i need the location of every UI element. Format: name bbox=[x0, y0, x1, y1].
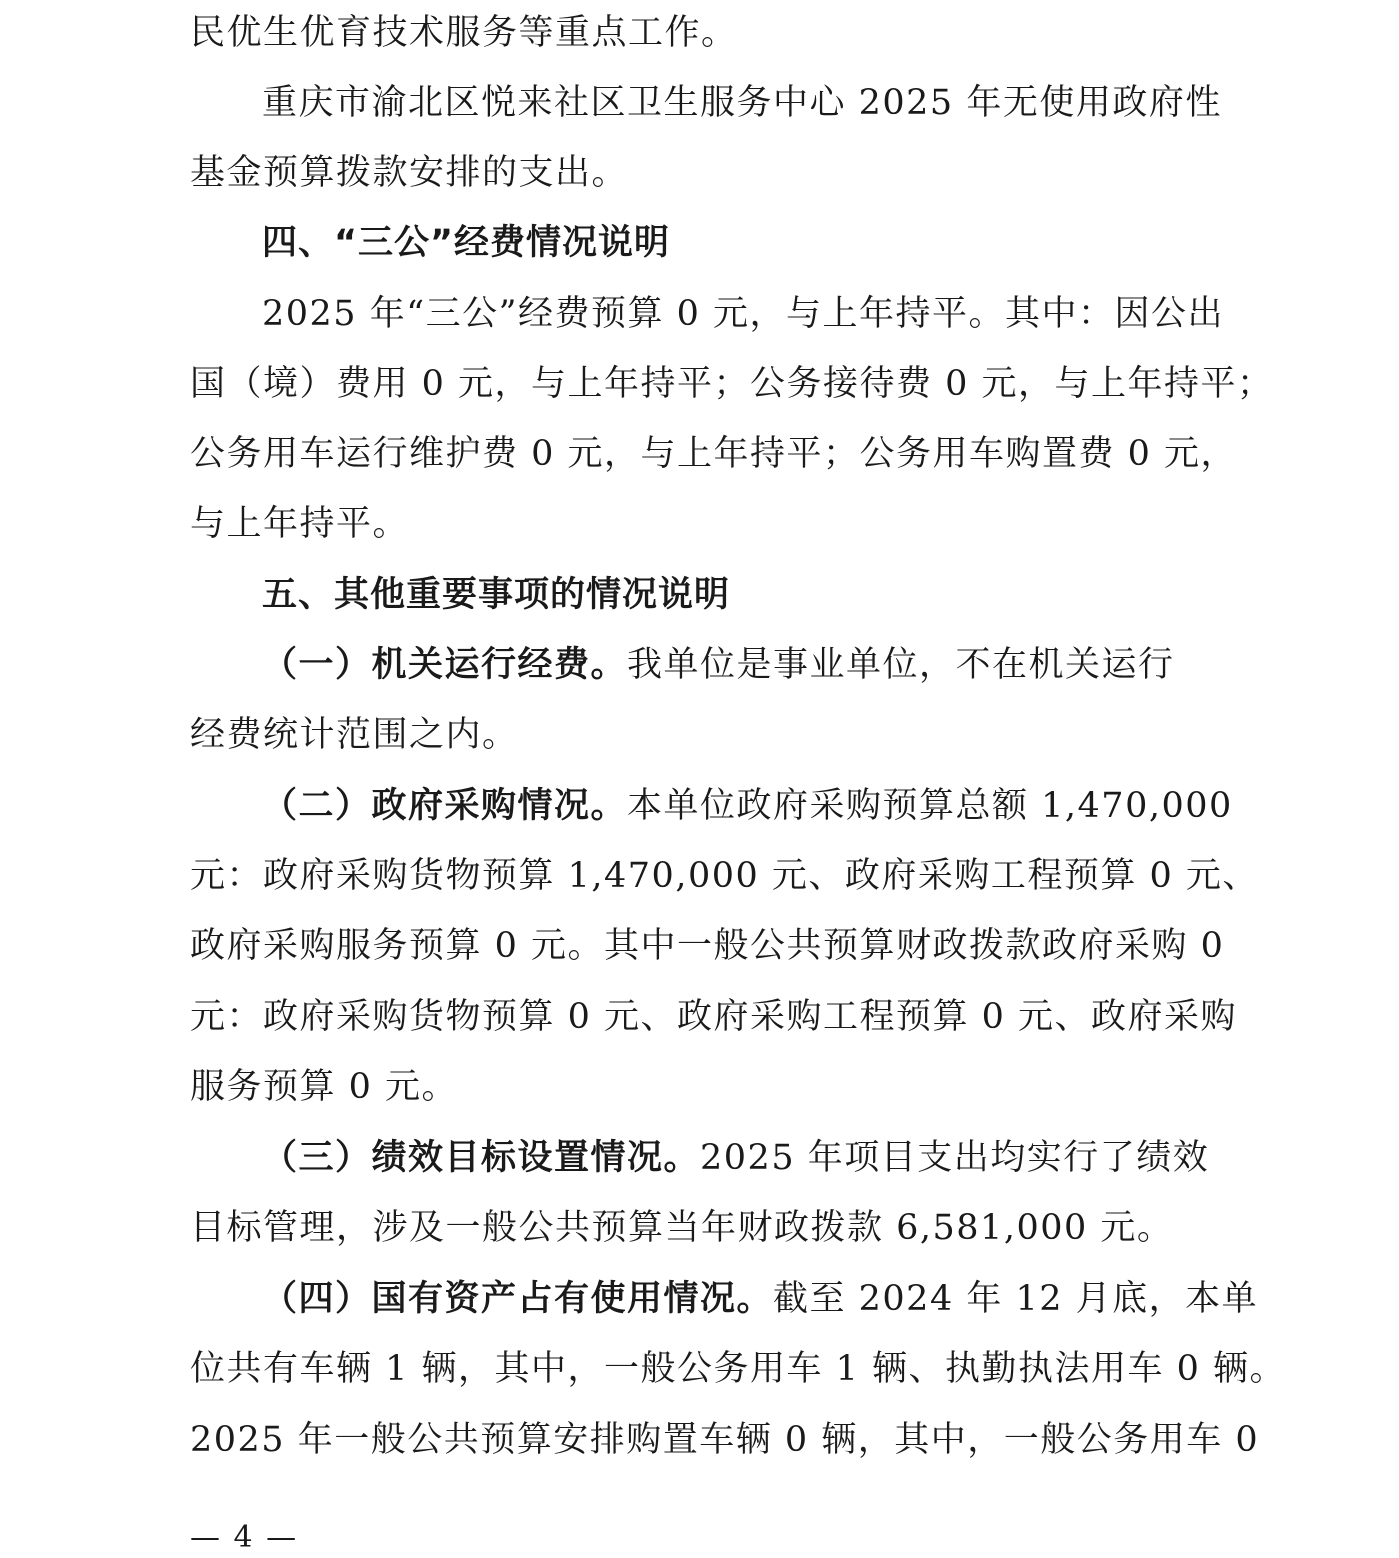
body-text: 本单位政府采购预算总额 1,470,000 bbox=[627, 786, 1233, 826]
body-line: 基金预算拨款安排的支出。 bbox=[190, 153, 629, 193]
paragraph-first-line bbox=[262, 781, 1233, 831]
subheading-state-assets: （四）国有资产占有使用情况。 bbox=[262, 1279, 774, 1319]
body-line: 服务预算 0 元。 bbox=[190, 1067, 459, 1107]
body-line: 经费统计范围之内。 bbox=[190, 715, 519, 755]
body-line: 元：政府采购货物预算 1,470,000 元、政府采购工程预算 0 元、 bbox=[190, 856, 1259, 896]
body-text: 截至 2024 年 12 月底，本单 bbox=[773, 1279, 1259, 1319]
section-heading-four: 四、“三公”经费情况说明 bbox=[262, 223, 671, 263]
body-line: 2025 年一般公共预算安排购置车辆 0 辆，其中，一般公务用车 0 bbox=[190, 1420, 1260, 1460]
body-line: 元：政府采购货物预算 0 元、政府采购工程预算 0 元、政府采购 bbox=[190, 997, 1238, 1037]
body-text: 我单位是事业单位，不在机关运行 bbox=[627, 645, 1175, 685]
body-line: 重庆市渝北区悦来社区卫生服务中心 2025 年无使用政府性 bbox=[262, 83, 1222, 123]
body-text: 2025 年项目支出均实行了绩效 bbox=[700, 1138, 1210, 1178]
subheading-performance-targets: （三）绩效目标设置情况。 bbox=[262, 1138, 701, 1178]
paragraph-first-line bbox=[262, 640, 1175, 690]
paragraph-first-line bbox=[262, 1274, 1258, 1324]
body-line: 目标管理，涉及一般公共预算当年财政拨款 6,581,000 元。 bbox=[190, 1208, 1174, 1248]
body-line: 民优生优育技术服务等重点工作。 bbox=[190, 13, 738, 53]
subheading-procurement: （二）政府采购情况。 bbox=[262, 786, 628, 826]
page-number: — 4 — bbox=[190, 1520, 299, 1555]
body-line: 2025 年“三公”经费预算 0 元，与上年持平。其中：因公出 bbox=[262, 294, 1225, 334]
body-line: 与上年持平。 bbox=[190, 504, 410, 544]
body-line: 政府采购服务预算 0 元。其中一般公共预算财政拨款政府采购 0 bbox=[190, 926, 1225, 966]
section-heading-five: 五、其他重要事项的情况说明 bbox=[262, 575, 731, 615]
body-line: 国（境）费用 0 元，与上年持平；公务接待费 0 元，与上年持平； bbox=[190, 364, 1274, 404]
subheading-operating-costs: （一）机关运行经费。 bbox=[262, 645, 628, 685]
body-line: 位共有车辆 1 辆，其中，一般公务用车 1 辆、执勤执法用车 0 辆。 bbox=[190, 1349, 1287, 1389]
body-line: 公务用车运行维护费 0 元，与上年持平；公务用车购置费 0 元， bbox=[190, 434, 1238, 474]
paragraph-first-line bbox=[262, 1133, 1209, 1183]
